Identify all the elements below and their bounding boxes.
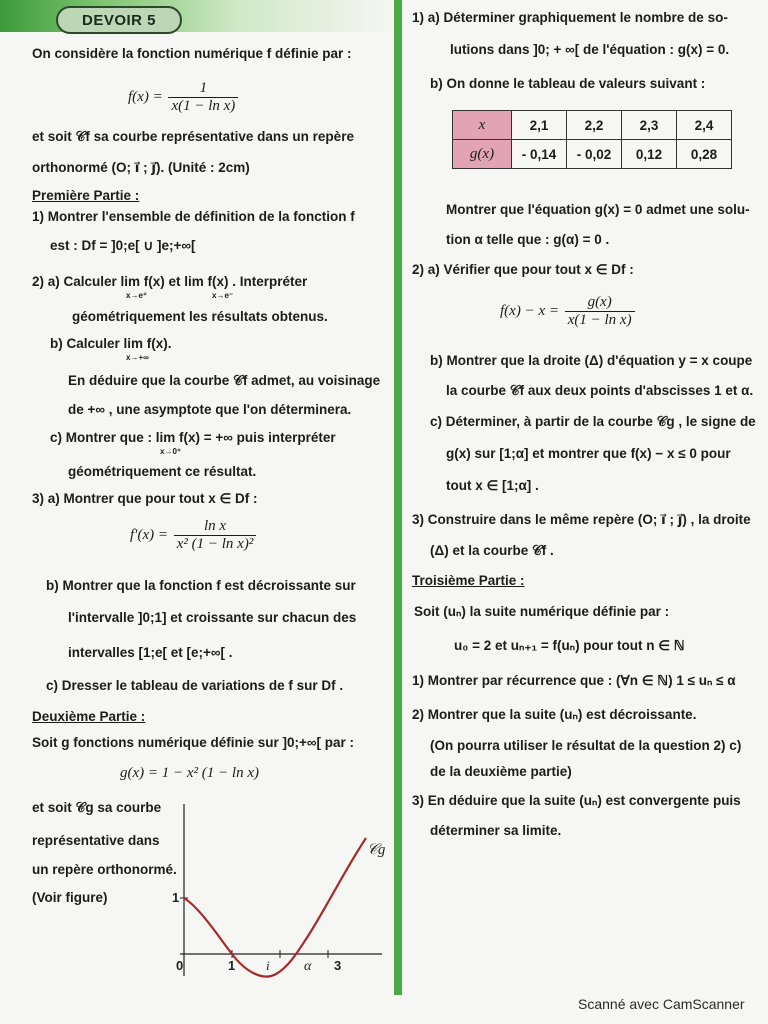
s1-text: 1) Montrer par récurrence que : (∀n ∈ ℕ) 1 ≤ uₙ ≤ α (412, 673, 736, 688)
r3-text-2: (Δ) et la courbe 𝒞f . (430, 543, 554, 558)
table-cell: - 0,14 (512, 140, 567, 169)
origin-label: 0 (176, 958, 184, 973)
x-tick-label-i: i (266, 958, 270, 973)
s3-text-2: déterminer sa limite. (430, 823, 562, 838)
table-cell: 0,12 (622, 140, 677, 169)
r2c-text: c) Déterminer, à partir de la courbe 𝒞g , le signe de (430, 414, 756, 429)
f-fraction (168, 80, 238, 115)
table-header-x: x (453, 111, 512, 140)
f-denominator: x(1 − ln x) (171, 98, 236, 114)
fprime-lhs: f′(x) = (130, 526, 168, 543)
f-definition (128, 80, 240, 115)
table-cell: 0,28 (677, 140, 732, 169)
u-intro: Soit (uₙ) la suite numérique définie par : (414, 604, 670, 619)
r2b-text-2: la courbe 𝒞f aux deux points d'abscisses 1 et α. (446, 383, 754, 398)
table-row-g (453, 140, 732, 169)
table-row-x (453, 111, 732, 140)
r2a-fraction (565, 294, 635, 329)
q3c-text: c) Dresser le tableau de variations de f sur Df . (46, 678, 344, 693)
g-curve-label: 𝒞g (367, 842, 386, 858)
q2c-text-2: géométriquement ce résultat. (68, 464, 257, 479)
u-definition: u₀ = 2 et uₙ₊₁ = f(uₙ) pour tout n ∈ ℕ (454, 638, 685, 653)
g-definition: g(x) = 1 − x² (1 − ln x) (120, 765, 259, 781)
q3a-text: 3) a) Montrer que pour tout x ∈ Df : (32, 491, 258, 506)
r2a-denominator: x(1 − ln x) (567, 312, 632, 328)
s2-text-3: de la deuxième partie) (430, 764, 572, 779)
q2b-sub: x→+∞ (126, 353, 149, 362)
q2a-text: 2) a) Calculer lim f(x) et lim f(x) . Interpréter (32, 274, 308, 289)
g-curve-text-4: (Voir figure) (32, 890, 108, 905)
q2a-sub2: x→e⁻ (212, 291, 234, 300)
r2a-formula (500, 294, 637, 329)
q3b-text: b) Montrer que la fonction f est décroissante sur (46, 578, 356, 593)
q2b-text-2: En déduire que la courbe 𝒞f admet, au voisinage (68, 373, 381, 388)
values-table (452, 110, 732, 169)
curve-text-2: orthonormé (O; i⃗ ; j⃗). (Unité : 2cm) (32, 160, 250, 175)
q1b-text: est : Df = ]0;e[ ∪ ]e;+∞[ (50, 238, 196, 253)
scan-watermark: Scanné avec CamScanner (578, 996, 745, 1012)
table-cell: - 0,02 (567, 140, 622, 169)
g-curve-text-1: et soit 𝒞g sa courbe (32, 800, 162, 815)
f-lhs: f(x) = (128, 88, 163, 105)
s2-text: 2) Montrer que la suite (uₙ) est décroissante. (412, 707, 697, 722)
r2b-text: b) Montrer que la droite (Δ) d'équation y = x coupe (430, 353, 753, 368)
part2-title: Deuxième Partie : (32, 709, 146, 724)
fprime-fraction (174, 518, 257, 553)
g-curve-graph (170, 798, 390, 978)
intro-text: On considère la fonction numérique f définie par : (32, 46, 352, 61)
curve-text-1: et soit 𝒞f sa courbe représentative dans un repère (32, 129, 354, 144)
q3b-text-3: intervalles [1;e[ et [e;+∞[ . (68, 645, 233, 660)
q2b-text: b) Calculer lim f(x). (50, 336, 172, 351)
g-curve-text-2: représentative dans (32, 833, 160, 848)
x-tick-label-1: 1 (228, 958, 236, 973)
g-intro: Soit g fonctions numérique définie sur ]0;+∞[ par : (32, 735, 355, 750)
table-cell: 2,2 (567, 111, 622, 140)
assignment-title: DEVOIR 5 (56, 6, 182, 34)
fprime-numerator: ln x (174, 518, 257, 536)
r1b-text-3: tion α telle que : g(α) = 0 . (446, 232, 610, 247)
x-tick-label-3: 3 (334, 958, 342, 973)
y-tick-label-1: 1 (172, 890, 180, 905)
s2-text-2: (On pourra utiliser le résultat de la question 2) c) (430, 738, 742, 753)
q2b-text-3: de +∞ , une asymptote que l'on déterminera. (68, 402, 352, 417)
r2c-text-3: tout x ∈ [1;α] . (446, 478, 539, 493)
r1b-text: b) On donne le tableau de valeurs suivant : (430, 76, 706, 91)
part3-title: Troisième Partie : (412, 573, 525, 588)
s3-text: 3) En déduire que la suite (uₙ) est convergente puis (412, 793, 741, 808)
r2a-numerator: g(x) (565, 294, 635, 312)
fprime-denominator: x² (1 − ln x)² (176, 536, 254, 552)
column-divider (394, 0, 402, 995)
r1a-text-2: lutions dans ]0; + ∞[ de l'équation : g(x) = 0. (450, 42, 730, 57)
q2a-sub1: x→e⁺ (126, 291, 148, 300)
fprime-definition (130, 518, 258, 553)
q1-text: 1) Montrer l'ensemble de définition de la fonction f (32, 209, 355, 224)
g-curve-text-3: un repère orthonormé. (32, 862, 177, 877)
table-cell: 2,4 (677, 111, 732, 140)
x-tick-label-alpha: α (304, 959, 312, 974)
part1-title: Première Partie : (32, 188, 140, 203)
q2c-sub: x→0⁺ (160, 447, 182, 456)
header-band (0, 0, 394, 32)
f-numerator: 1 (168, 80, 238, 98)
q2c-text: c) Montrer que : lim f(x) = +∞ puis interpréter (50, 430, 336, 445)
r2c-text-2: g(x) sur [1;α] et montrer que f(x) − x ≤ 0 pour (446, 446, 731, 461)
g-curve-path (184, 838, 366, 977)
table-header-g: g(x) (453, 140, 512, 169)
r2a-lhs: f(x) − x = (500, 302, 559, 319)
r3-text: 3) Construire dans le même repère (O; i⃗ ; j⃗) , la droite (412, 512, 751, 527)
r1a-text: 1) a) Déterminer graphiquement le nombre de so- (412, 10, 728, 25)
table-cell: 2,3 (622, 111, 677, 140)
table-cell: 2,1 (512, 111, 567, 140)
r1b-text-2: Montrer que l'équation g(x) = 0 admet une solu- (446, 202, 750, 217)
q2a-text-2: géométriquement les résultats obtenus. (72, 309, 328, 324)
q3b-text-2: l'intervalle ]0;1] et croissante sur chacun des (68, 610, 357, 625)
r2a-text: 2) a) Vérifier que pour tout x ∈ Df : (412, 262, 634, 277)
